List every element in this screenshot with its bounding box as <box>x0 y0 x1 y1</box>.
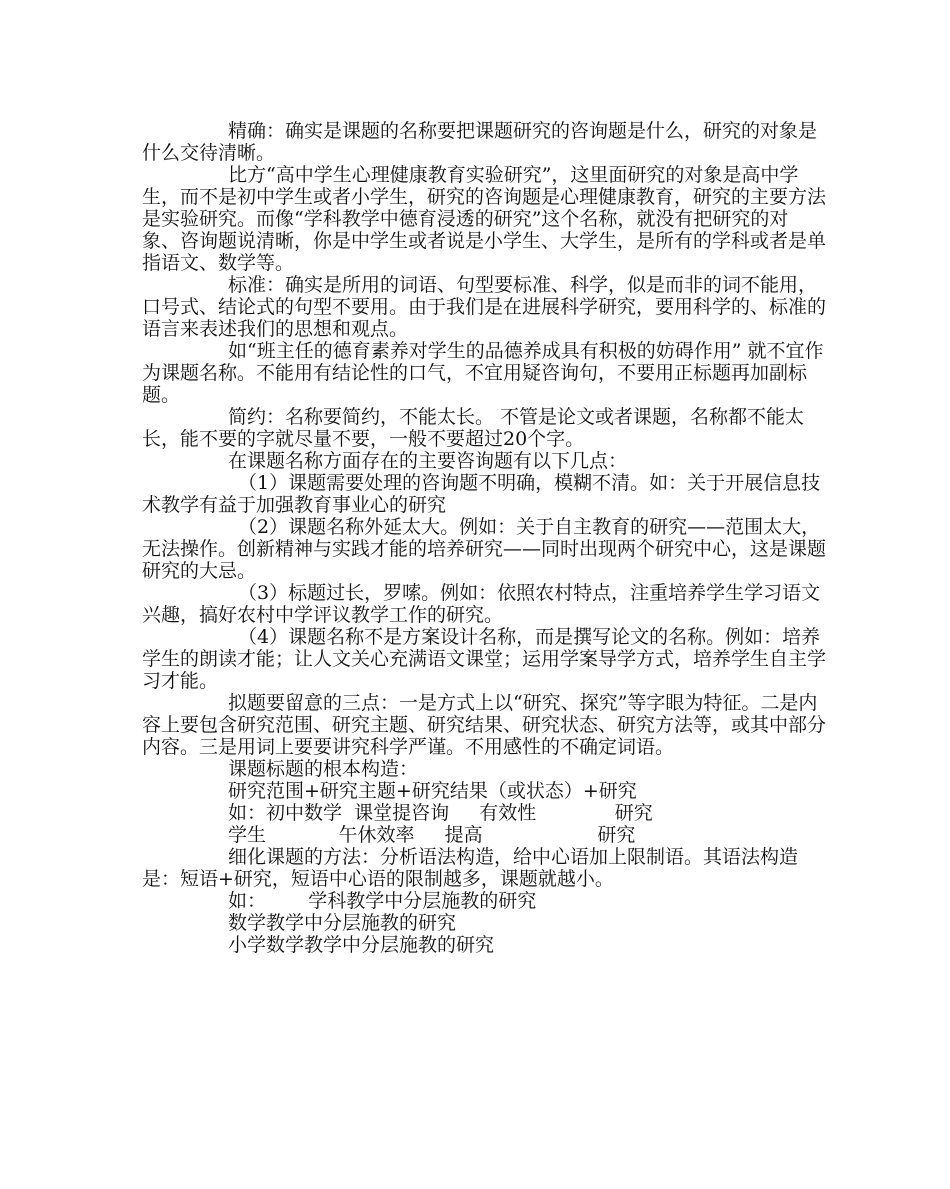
document-body <box>142 120 826 956</box>
list-item-problem-1: （1）课题需要处理的咨询题不明确，模糊不清。如：关于开展信息技术教学有益于加强教育事业心的研究 <box>142 472 821 516</box>
paragraph-concise: 简约：名称要简约，不能太长。 不管是论文或者课题，名称都不能太长，能不要的字就尽量不要，一般不要超过20个字。 <box>142 406 805 450</box>
paragraph-accuracy: 精确：确实是课题的名称要把课题研究的咨询题是什么，研究的对象是什么交待清晰。 <box>142 120 818 164</box>
list-item-problem-2: （2）课题名称外延太大。例如：关于自主教育的研究——范围太大，无法操作。创新精神与实践才能的培养研究——同时出现两个研究中心，这是课题研究的大忌。 <box>142 516 827 582</box>
refine-example-1: 如： 学科教学中分层施教的研究 <box>228 890 537 912</box>
list-item-problem-4: （4）课题名称不是方案设计名称，而是撰写论文的名称。例如：培养学生的朗读才能；让人文关心充满语文课堂；运用学案导学方式，培养学生自主学习才能。 <box>142 626 827 692</box>
structure-example-2: 学生 午休效率 提高 研究 <box>228 824 636 846</box>
refine-example-2: 数学教学中分层施教的研究 <box>228 912 457 934</box>
paragraph-problems-intro: 在课题名称方面存在的主要咨询题有以下几点： <box>228 450 628 472</box>
list-item-problem-3: （3）标题过长，罗嗦。例如：依照农村特点，注重培养学生学习语文兴趣，搞好农村中学评议教学工作的研究。 <box>142 582 821 626</box>
paragraph-accuracy-example: 比方“高中学生心理健康教育实验研究”，这里面研究的对象是高中学生，而不是初中学生或者小学生，研究的咨询题是心理健康教育，研究的主要方法是实验研究。而像“学科教学中德育浸透的研究”这个名称，就没有把研究的对象、咨询题说清晰，你是中学生或者说是小学生、大学生，是所有的学科或者是单指语文、数学等。 <box>142 164 827 274</box>
paragraph-title-tips: 拟题要留意的三点：一是方式上以“研究、探究”等字眼为特征。二是内容上要包含研究范围、研究主题、研究结果、研究状态、研究方法等，或其中部分内容。三是用词上要要讲究科学严谨。不用感性的不确定词语。 <box>142 692 827 758</box>
paragraph-standard-example: 如“班主任的德育素养对学生的品德养成具有积极的妨碍作用” 就不宜作为课题名称。不能用有结论性的口气，不宜用疑咨询句，不要用正标题再加副标题。 <box>142 340 824 406</box>
structure-formula: 研究范围+研究主题+研究结果（或状态）+研究 <box>228 780 637 802</box>
paragraph-refine-method: 细化课题的方法：分析语法构造，给中心语加上限制语。其语法构造是：短语+研究，短语中心语的限制越多，课题就越小。 <box>142 846 799 890</box>
paragraph-structure-heading: 课题标题的根本构造： <box>228 758 419 780</box>
structure-example-1: 如：初中数学 课堂提咨询 有效性 研究 <box>228 802 653 824</box>
paragraph-standard: 标准：确实是所用的词语、句型要标准、科学，似是而非的词不能用，口号式、结论式的句型不要用。由于我们是在进展科学研究，要用科学的、标准的语言来表述我们的思想和观点。 <box>142 274 827 340</box>
refine-example-3: 小学数学教学中分层施教的研究 <box>228 934 495 956</box>
